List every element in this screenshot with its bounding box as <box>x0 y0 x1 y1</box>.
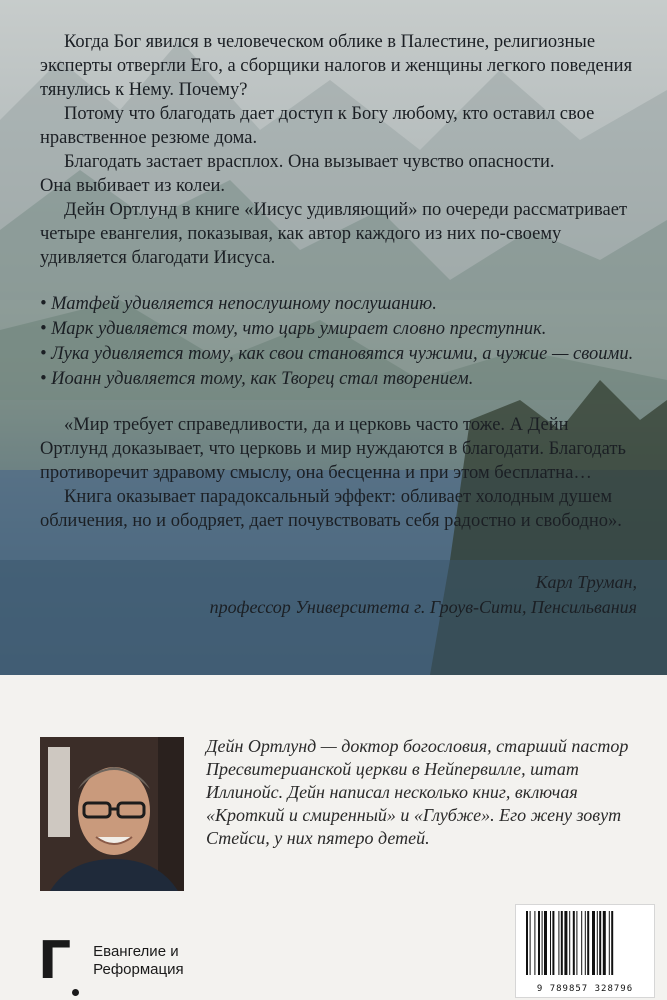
list-item: • Марк удивляется тому, что царь умирает словно преступник. <box>40 319 547 339</box>
author-portrait-icon <box>40 737 184 891</box>
list-item: • Лука удивляется тому, как свои становятся чужими, а чужие — своими. <box>40 344 634 364</box>
paragraph-4: Она выбивает из колеи. <box>40 176 226 196</box>
quote-paragraph-2: Книга оказывает парадоксальный эффект: обливает холодным душем обличения, но и ободряет, дает почувствовать себя радостно и свободно». <box>40 487 622 531</box>
publisher-logo <box>38 931 184 991</box>
quote-paragraph-1: «Мир требует справедливости, да и церковь часто тоже. А Дейн Ортлунд доказывает, что церковь и мир нуждаются в благодати. Благодать противоречит здравому смыслу, она бесценна и при этом бесплатна… <box>40 415 626 483</box>
gospel-list <box>40 292 640 391</box>
list-item: • Матфей удивляется непослушному послушанию. <box>40 294 437 314</box>
author-photo <box>40 737 184 891</box>
barcode <box>515 904 655 998</box>
paragraph-2: Потому что благодать дает доступ к Богу любому, кто оставил свое нравственное резюме дома. <box>40 104 595 148</box>
quote-attribution <box>210 570 637 620</box>
list-item: • Иоанн удивляется тому, как Творец стал творением. <box>40 369 474 389</box>
attribution-title: профессор Университета г. Гроув-Сити, Пенсильвания <box>209 597 637 617</box>
paragraph-5: Дейн Ортлунд в книге «Иисус удивляющий» по очереди рассматривает четыре евангелия, показывая, как автор каждого из них по-своему удивляется благодати Иисуса. <box>40 200 628 268</box>
author-bio: Дейн Ортлунд — доктор богословия, старший пастор Пресвитерианской церкви в Нейпервилле, штат Иллинойс. Дейн написал несколько книг, включая «Кроткий и смиренный» и «Глубже». Его жену зовут Стейси, у них пятеро детей. <box>206 736 629 848</box>
publisher-name: Евангелие и Реформация <box>93 943 184 978</box>
back-cover-text <box>40 30 640 533</box>
attribution-name: Карл Труман, <box>535 572 637 592</box>
paragraph-1: Когда Бог явился в человеческом облике в Палестине, религиозные эксперты отвергли Его, а сборщики налогов и женщины легкого поведения тянулись к Нему. Почему? <box>40 32 633 100</box>
paragraph-3: Благодать застает врасплох. Она вызывает чувство опасности. <box>64 152 555 172</box>
publisher-logo-letter: Г <box>38 931 72 991</box>
isbn-number: 9 789857 328796 <box>536 984 634 994</box>
barcode-bars-icon <box>516 905 654 979</box>
publisher-mark-icon <box>38 931 79 991</box>
